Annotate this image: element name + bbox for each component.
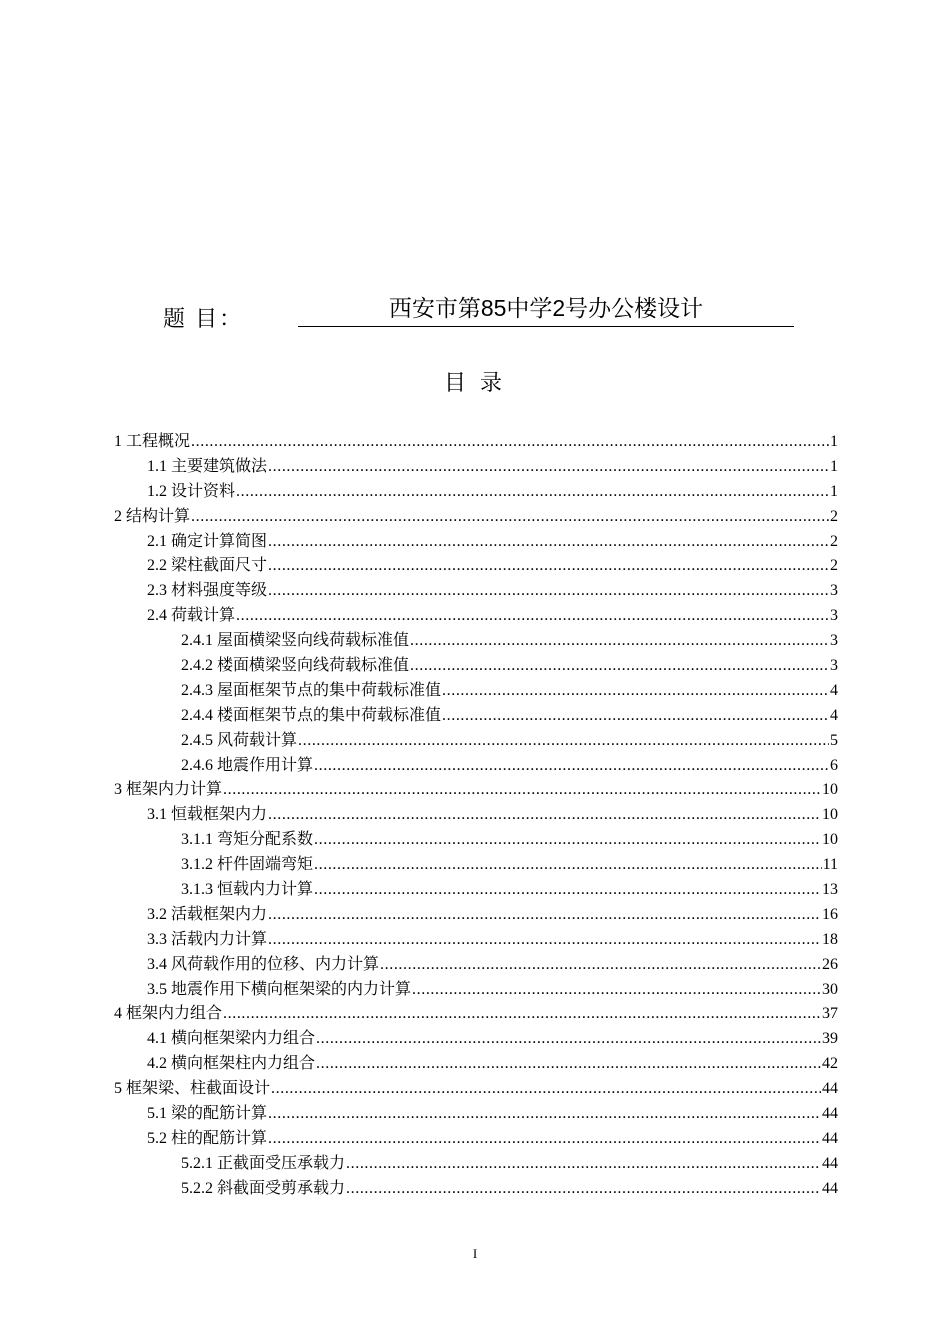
toc-entry-title: 确定计算简图 xyxy=(171,532,268,550)
toc-dot-leader xyxy=(316,1027,821,1052)
toc-entry-page: 10 xyxy=(822,806,838,824)
toc-entry-number: 4.2 xyxy=(147,1055,171,1073)
toc-entry[interactable] xyxy=(114,1127,838,1152)
toc-entry-page: 1 xyxy=(830,457,838,475)
toc-entry[interactable] xyxy=(114,629,838,654)
toc-entry-title: 地震作用下横向框架梁的内力计算 xyxy=(171,980,412,998)
toc-dot-leader xyxy=(314,878,821,903)
toc-dot-leader xyxy=(412,978,821,1003)
toc-entry-title: 横向框架梁内力组合 xyxy=(171,1030,316,1048)
toc-dot-leader xyxy=(442,679,829,704)
page-number: I xyxy=(472,1246,478,1261)
toc-entry-page: 16 xyxy=(822,905,838,923)
toc-entry[interactable] xyxy=(114,828,838,853)
toc-entry-page: 42 xyxy=(822,1055,838,1073)
toc-entry[interactable] xyxy=(114,754,838,779)
toc-entry[interactable] xyxy=(114,903,838,928)
toc-entry-page: 44 xyxy=(822,1080,838,1098)
toc-entry-title: 柱的配筋计算 xyxy=(171,1129,268,1147)
toc-entry-number: 3.3 xyxy=(147,930,171,948)
document-title: 西安市第85中学2号办公楼设计 xyxy=(388,295,704,321)
title-row xyxy=(0,288,950,338)
toc-entry[interactable] xyxy=(114,430,838,455)
toc-entry-page: 10 xyxy=(822,781,838,799)
toc-entry[interactable] xyxy=(114,1077,838,1102)
toc-entry-title: 弯矩分配系数 xyxy=(217,831,314,849)
toc-entry-page: 1 xyxy=(830,482,838,500)
toc-entry-number: 1 xyxy=(114,433,126,450)
toc-dot-leader xyxy=(268,1102,821,1127)
toc-dot-leader xyxy=(268,928,821,953)
toc-entry-page: 11 xyxy=(822,856,838,874)
toc-entry-page: 6 xyxy=(830,756,838,774)
toc-entry[interactable] xyxy=(114,978,838,1003)
toc-entry-title: 主要建筑做法 xyxy=(171,457,268,475)
toc-entry-number: 4.1 xyxy=(147,1030,171,1048)
toc-dot-leader xyxy=(223,1002,821,1027)
toc-entry-page: 4 xyxy=(830,681,838,699)
toc-entry-number: 5.2.2 xyxy=(181,1179,217,1197)
toc-entry[interactable] xyxy=(114,1027,838,1052)
toc-entry-number: 1.2 xyxy=(147,482,171,500)
toc-dot-leader xyxy=(410,654,829,679)
toc-entry-number: 2.2 xyxy=(147,557,171,575)
toc-dot-leader xyxy=(268,554,829,579)
toc-dot-leader xyxy=(268,1127,821,1152)
toc-entry-title: 斜截面受剪承载力 xyxy=(217,1179,346,1197)
toc-entry[interactable] xyxy=(114,853,838,878)
toc-entry-title: 楼面框架节点的集中荷载标准值 xyxy=(217,706,442,724)
toc-entry-number: 5.2 xyxy=(147,1129,171,1147)
toc-entry-page: 10 xyxy=(822,831,838,849)
toc-entry-number: 4 xyxy=(114,1005,126,1023)
title-underline xyxy=(298,326,794,327)
toc-entry[interactable] xyxy=(114,1102,838,1127)
toc-entry[interactable] xyxy=(114,803,838,828)
toc-entry[interactable] xyxy=(114,579,838,604)
toc-entry-title: 框架内力计算 xyxy=(126,781,223,799)
toc-entry-title: 活载框架内力 xyxy=(171,905,268,923)
toc-entry-page: 44 xyxy=(822,1179,838,1197)
table-of-contents xyxy=(114,430,838,1202)
toc-entry-page: 26 xyxy=(822,955,838,973)
toc-dot-leader xyxy=(314,754,829,779)
toc-entry-page: 2 xyxy=(830,532,838,550)
toc-dot-leader xyxy=(268,530,829,555)
toc-entry-number: 2.1 xyxy=(147,532,171,550)
toc-entry[interactable] xyxy=(114,1002,838,1027)
toc-entry-number: 2 xyxy=(114,507,126,525)
toc-entry-title: 正截面受压承载力 xyxy=(217,1154,346,1172)
toc-entry-page: 5 xyxy=(830,731,838,749)
toc-entry-number: 3.1.3 xyxy=(181,881,217,899)
toc-entry[interactable] xyxy=(114,679,838,704)
toc-entry-title: 框架梁、柱截面设计 xyxy=(126,1080,271,1098)
toc-entry-number: 2.4.3 xyxy=(181,681,217,699)
toc-entry-page: 44 xyxy=(822,1129,838,1147)
toc-entry-page: 3 xyxy=(830,657,838,675)
toc-entry[interactable] xyxy=(114,778,838,803)
toc-entry-title: 风荷载作用的位移、内力计算 xyxy=(171,955,380,973)
toc-entry-page: 2 xyxy=(830,507,838,525)
toc-dot-leader xyxy=(314,828,821,853)
toc-entry-page: 4 xyxy=(830,706,838,724)
toc-entry[interactable] xyxy=(114,729,838,754)
toc-entry-page: 18 xyxy=(822,930,838,948)
toc-entry-title: 梁柱截面尺寸 xyxy=(171,557,268,575)
toc-entry[interactable] xyxy=(114,505,838,530)
toc-entry-number: 5.1 xyxy=(147,1105,171,1123)
toc-entry-title: 活载内力计算 xyxy=(171,930,268,948)
toc-dot-leader xyxy=(314,853,822,878)
toc-entry-title: 屋面横梁竖向线荷载标准值 xyxy=(217,632,410,650)
toc-entry[interactable] xyxy=(114,604,838,629)
toc-dot-leader xyxy=(236,604,829,629)
toc-entry[interactable] xyxy=(114,455,838,480)
toc-entry[interactable] xyxy=(114,878,838,903)
toc-dot-leader xyxy=(268,803,821,828)
toc-dot-leader xyxy=(191,505,829,530)
toc-entry-number: 5 xyxy=(114,1080,126,1098)
toc-entry-number: 3.4 xyxy=(147,955,171,973)
toc-entry-title: 工程概况 xyxy=(126,433,191,450)
toc-entry-number: 3.1 xyxy=(147,806,171,824)
toc-dot-leader xyxy=(236,480,829,505)
toc-dot-leader xyxy=(271,1077,821,1102)
toc-dot-leader xyxy=(268,903,821,928)
toc-entry[interactable] xyxy=(114,1177,838,1202)
toc-entry-number: 2.4.4 xyxy=(181,706,217,724)
toc-entry-number: 1.1 xyxy=(147,457,171,475)
toc-entry[interactable] xyxy=(114,1052,838,1077)
toc-entry-title: 杆件固端弯矩 xyxy=(217,856,314,874)
toc-entry-number: 5.2.1 xyxy=(181,1154,217,1172)
toc-entry-title: 屋面框架节点的集中荷载标准值 xyxy=(217,681,442,699)
toc-entry[interactable] xyxy=(114,654,838,679)
toc-entry-title: 恒载内力计算 xyxy=(217,881,314,899)
toc-entry-number: 2.4 xyxy=(147,607,171,625)
toc-entry-page: 39 xyxy=(822,1030,838,1048)
toc-entry-page: 37 xyxy=(822,1005,838,1023)
toc-entry-title: 荷载计算 xyxy=(171,607,236,625)
toc-entry-page: 44 xyxy=(822,1154,838,1172)
toc-entry-number: 2.4.6 xyxy=(181,756,217,774)
toc-entry-number: 3.1.1 xyxy=(181,831,217,849)
toc-entry-page: 3 xyxy=(830,632,838,650)
toc-dot-leader xyxy=(223,778,821,803)
toc-entry-title: 横向框架柱内力组合 xyxy=(171,1055,316,1073)
toc-dot-leader xyxy=(268,455,829,480)
toc-entry-number: 3 xyxy=(114,781,126,799)
toc-entry-title: 楼面横梁竖向线荷载标准值 xyxy=(217,657,410,675)
toc-dot-leader xyxy=(410,629,829,654)
toc-entry[interactable] xyxy=(114,530,838,555)
toc-entry[interactable] xyxy=(114,480,838,505)
toc-entry-title: 梁的配筋计算 xyxy=(171,1105,268,1123)
toc-dot-leader xyxy=(346,1152,821,1177)
toc-heading: 目 录 xyxy=(443,370,507,395)
toc-entry-page: 44 xyxy=(822,1105,838,1123)
toc-entry-title: 材料强度等级 xyxy=(171,582,268,600)
toc-entry[interactable] xyxy=(114,554,838,579)
toc-entry-number: 2.4.5 xyxy=(181,731,217,749)
toc-entry-title: 框架内力组合 xyxy=(126,1005,223,1023)
toc-entry[interactable] xyxy=(114,704,838,729)
toc-entry-number: 3.5 xyxy=(147,980,171,998)
toc-entry[interactable] xyxy=(114,953,838,978)
toc-entry-title: 设计资料 xyxy=(171,482,236,500)
toc-entry-page: 13 xyxy=(822,881,838,899)
toc-entry-title: 恒载框架内力 xyxy=(171,806,268,824)
toc-entry[interactable] xyxy=(114,928,838,953)
toc-dot-leader xyxy=(380,953,821,978)
toc-dot-leader xyxy=(298,729,829,754)
toc-entry-title: 结构计算 xyxy=(126,507,191,525)
toc-entry-page: 2 xyxy=(830,557,838,575)
toc-entry-number: 2.4.1 xyxy=(181,632,217,650)
toc-dot-leader xyxy=(268,579,829,604)
toc-entry[interactable] xyxy=(114,1152,838,1177)
toc-entry-number: 3.2 xyxy=(147,905,171,923)
toc-entry-number: 2.4.2 xyxy=(181,657,217,675)
toc-entry-page: 3 xyxy=(830,607,838,625)
toc-entry-title: 地震作用计算 xyxy=(217,756,314,774)
toc-entry-page: 30 xyxy=(822,980,838,998)
toc-dot-leader xyxy=(191,430,829,455)
toc-dot-leader xyxy=(346,1177,821,1202)
toc-dot-leader xyxy=(316,1052,821,1077)
toc-entry-title: 风荷载计算 xyxy=(217,731,298,749)
toc-entry-page: 3 xyxy=(830,582,838,600)
toc-entry-page: 1 xyxy=(830,433,838,450)
title-label: 题 目： xyxy=(163,306,244,331)
toc-entry-number: 2.3 xyxy=(147,582,171,600)
toc-dot-leader xyxy=(442,704,829,729)
toc-entry-number: 3.1.2 xyxy=(181,856,217,874)
